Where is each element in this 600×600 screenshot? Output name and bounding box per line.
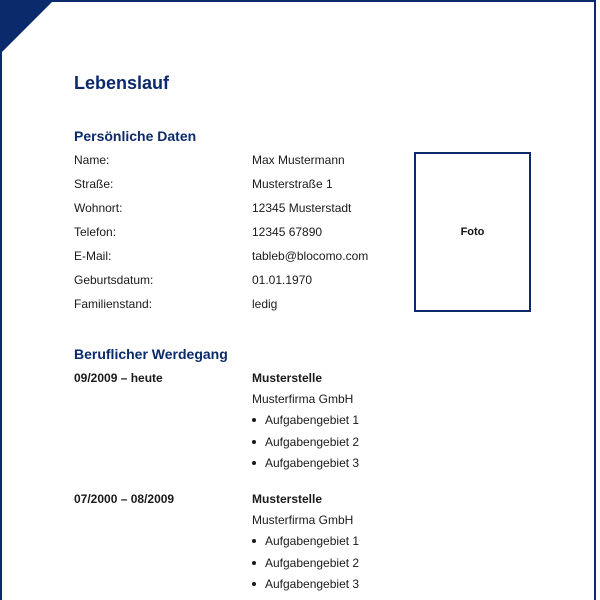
task-list bbox=[252, 413, 502, 478]
row-value: 01.01.1970 bbox=[252, 273, 313, 287]
task-text: Aufgabengebiet 1 bbox=[265, 534, 360, 548]
row-label: Straße: bbox=[74, 177, 114, 191]
career-details bbox=[252, 492, 502, 599]
task-item bbox=[252, 534, 502, 556]
task-text: Aufgabengebiet 3 bbox=[265, 456, 360, 470]
bullet-icon bbox=[252, 461, 256, 465]
row-value: Musterstraße 1 bbox=[252, 177, 333, 191]
task-text: Aufgabengebiet 2 bbox=[265, 555, 360, 570]
career-company: Musterfirma GmbH bbox=[252, 513, 354, 527]
task-item bbox=[252, 456, 502, 478]
task-text: Aufgabengebiet 2 bbox=[265, 434, 360, 449]
photo-label: Foto bbox=[460, 226, 485, 238]
row-label: Name: bbox=[74, 153, 110, 167]
row-value: 12345 Musterstadt bbox=[252, 201, 352, 215]
bullet-icon bbox=[252, 582, 256, 586]
task-item bbox=[252, 435, 502, 457]
row-value: ledig bbox=[252, 297, 278, 311]
career-company: Musterfirma GmbH bbox=[252, 392, 354, 406]
row-label: Familienstand: bbox=[74, 297, 153, 311]
row-label: E-Mail: bbox=[74, 249, 112, 263]
career-position: Musterstelle bbox=[252, 371, 323, 385]
career-period: 07/2000 – 08/2009 bbox=[74, 492, 175, 506]
bullet-icon bbox=[252, 418, 256, 422]
task-text: Aufgabengebiet 3 bbox=[265, 577, 360, 591]
row-value: Max Mustermann bbox=[252, 153, 345, 167]
bullet-icon bbox=[252, 561, 256, 565]
row-label: Telefon: bbox=[74, 225, 117, 239]
task-text: Aufgabengebiet 1 bbox=[265, 413, 360, 427]
bullet-icon bbox=[252, 440, 256, 444]
task-list bbox=[252, 534, 502, 599]
personal-data-heading: Persönliche Daten bbox=[74, 128, 197, 144]
career-period: 09/2009 – heute bbox=[74, 371, 163, 385]
task-item bbox=[252, 556, 502, 578]
corner-decoration bbox=[2, 2, 52, 52]
bullet-icon bbox=[252, 539, 256, 543]
row-value: tableb@blocomo.com bbox=[252, 249, 369, 263]
photo-placeholder bbox=[414, 152, 531, 312]
row-label: Wohnort: bbox=[74, 201, 123, 215]
career-heading: Beruflicher Werdegang bbox=[74, 346, 228, 362]
row-value: 12345 67890 bbox=[252, 225, 323, 239]
career-position: Musterstelle bbox=[252, 492, 323, 506]
document-title: Lebenslauf bbox=[74, 73, 170, 93]
task-item bbox=[252, 577, 502, 599]
career-details bbox=[252, 371, 502, 478]
row-label: Geburtsdatum: bbox=[74, 273, 154, 287]
task-item bbox=[252, 413, 502, 435]
